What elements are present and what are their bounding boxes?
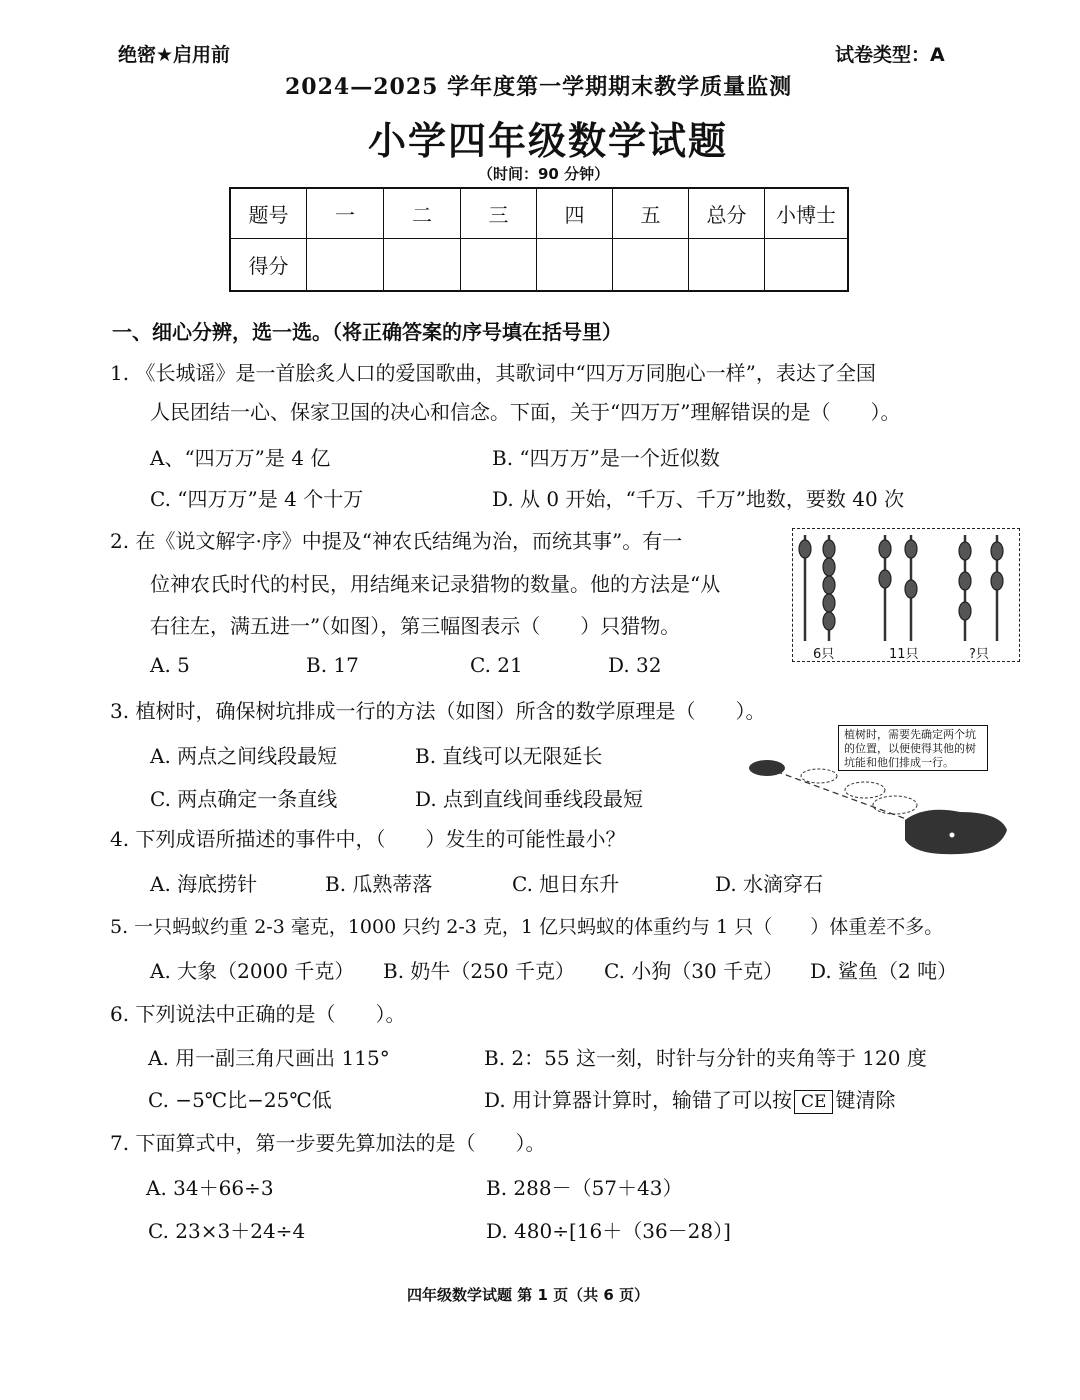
q6-option-c[interactable]: C. −5℃比−25℃低	[148, 1088, 332, 1112]
q3-line1: 3. 植树时，确保树坑排成一行的方法（如图）所含的数学原理是（ ）。	[110, 699, 766, 723]
q5-option-a[interactable]: A. 大象（2000 千克）	[150, 959, 355, 983]
page-title: 小学四年级数学试题	[368, 119, 729, 163]
score-input-cell[interactable]	[689, 238, 765, 291]
q4-option-a[interactable]: A. 海底捞针	[150, 872, 258, 896]
q3-option-d[interactable]: D. 点到直线间垂线段最短	[415, 787, 644, 811]
knot-rope-figure	[792, 528, 1020, 662]
knot-label-2: 11只	[889, 647, 919, 662]
score-row-label: 得分	[230, 238, 307, 291]
knot-rope-illustration	[793, 529, 1019, 661]
q1-line2: 人民团结一心、保家卫国的决心和信念。下面，关于“四万万”理解错误的是（ ）。	[150, 400, 901, 424]
q4-option-c[interactable]: C. 旭日东升	[512, 872, 620, 896]
q5-line1: 5. 一只蚂蚁约重 2-3 毫克，1000 只约 2-3 克，1 亿只蚂蚁的体重约与 1 只（ ）体重差不多。	[110, 916, 944, 938]
score-input-cell[interactable]	[384, 238, 461, 291]
page-footer: 四年级数学试题 第 1 页（共 6 页）	[407, 1286, 649, 1304]
q7-option-d[interactable]: D. 480÷[16＋（36－28）]	[486, 1219, 731, 1243]
score-input-cell[interactable]	[613, 238, 689, 291]
q7-option-c[interactable]: C. 23×3＋24÷4	[148, 1219, 306, 1243]
q1-option-b[interactable]: B. “四万万”是一个近似数	[492, 446, 720, 470]
q6-option-d[interactable]	[484, 1084, 895, 1114]
q1-option-d[interactable]: D. 从 0 开始，“千万、千万”地数，要数 40 次	[492, 487, 905, 511]
score-cell-label: 题号	[230, 188, 307, 238]
q1-option-a[interactable]: A、“四万万”是 4 亿	[150, 446, 331, 470]
q2-line3: 右往左，满五进一”（如图），第三幅图表示（ ）只猎物。	[150, 614, 681, 638]
score-table-header-row	[230, 188, 848, 238]
exam-time: （时间：90 分钟）	[478, 165, 610, 183]
score-cell-bonus: 小博士	[765, 188, 849, 238]
q6-option-b[interactable]: B. 2：55 这一刻，时针与分针的夹角等于 120 度	[484, 1046, 927, 1070]
section-heading: 一、细心分辨，选一选。（将正确答案的序号填在括号里）	[112, 320, 622, 344]
score-cell-q4: 四	[537, 188, 613, 238]
score-input-cell[interactable]	[461, 238, 537, 291]
q2-option-c[interactable]: C. 21	[470, 653, 523, 677]
score-input-cell[interactable]	[765, 238, 849, 291]
exam-name: 2024—2025 学年度第一学期期末教学质量监测	[285, 74, 793, 100]
q4-line1: 4. 下列成语所描述的事件中，（ ）发生的可能性最小？	[110, 827, 626, 851]
score-table	[229, 187, 849, 292]
q1-option-c[interactable]: C. “四万万”是 4 个十万	[150, 487, 364, 511]
score-cell-total: 总分	[689, 188, 765, 238]
q5-option-c[interactable]: C. 小狗（30 千克）	[604, 959, 784, 983]
q3-option-c[interactable]: C. 两点确定一条直线	[150, 787, 338, 811]
q6-option-a[interactable]: A. 用一副三角尺画出 115°	[148, 1046, 390, 1070]
q7-option-a[interactable]: A. 34＋66÷3	[146, 1176, 274, 1200]
tree-pit-illustration	[745, 750, 1010, 860]
score-input-cell[interactable]	[307, 238, 384, 291]
score-cell-q1: 一	[307, 188, 384, 238]
q2-option-a[interactable]: A. 5	[150, 653, 190, 677]
knot-label-3: ?只	[969, 647, 989, 662]
q5-option-d[interactable]: D. 鲨鱼（2 吨）	[810, 959, 958, 983]
q5-option-b[interactable]: B. 奶牛（250 千克）	[383, 959, 575, 983]
ce-key-box: CE	[794, 1090, 833, 1114]
confidential-label: 绝密★启用前	[118, 44, 231, 66]
score-cell-q3: 三	[461, 188, 537, 238]
q7-option-b[interactable]: B. 288－（57＋43）	[486, 1176, 683, 1200]
tree-planting-note: 植树时，需要先确定两个坑的位置，以便使得其他的树坑能和他们排成一行。	[838, 725, 988, 771]
knot-label-1: 6只	[813, 647, 835, 662]
q6-option-d-text: D. 用计算器计算时，输错了可以按	[484, 1088, 793, 1112]
q6-option-d-suffix: 键清除	[835, 1088, 896, 1112]
q2-line1: 2. 在《说文解字·序》中提及“神农氏结绳为治，而统其事”。有一	[110, 529, 683, 553]
q2-line2: 位神农氏时代的村民，用结绳来记录猎物的数量。他的方法是“从	[150, 572, 721, 596]
q3-option-a[interactable]: A. 两点之间线段最短	[150, 744, 338, 768]
q1-line1: 1. 《长城谣》是一首脍炙人口的爱国歌曲，其歌词中“四万万同胞心一样”，表达了全国	[110, 361, 876, 385]
q2-option-b[interactable]: B. 17	[306, 653, 359, 677]
q3-option-b[interactable]: B. 直线可以无限延长	[415, 744, 603, 768]
q4-option-b[interactable]: B. 瓜熟蒂落	[325, 872, 433, 896]
score-cell-q5: 五	[613, 188, 689, 238]
q6-line1: 6. 下列说法中正确的是（ ）。	[110, 1002, 406, 1026]
score-cell-q2: 二	[384, 188, 461, 238]
paper-type-label: 试卷类型：A	[835, 44, 945, 66]
q2-option-d[interactable]: D. 32	[608, 653, 662, 677]
score-table-score-row	[230, 238, 848, 291]
q7-line1: 7. 下面算式中，第一步要先算加法的是（ ）。	[110, 1131, 546, 1155]
score-input-cell[interactable]	[537, 238, 613, 291]
q4-option-d[interactable]: D. 水滴穿石	[715, 872, 824, 896]
